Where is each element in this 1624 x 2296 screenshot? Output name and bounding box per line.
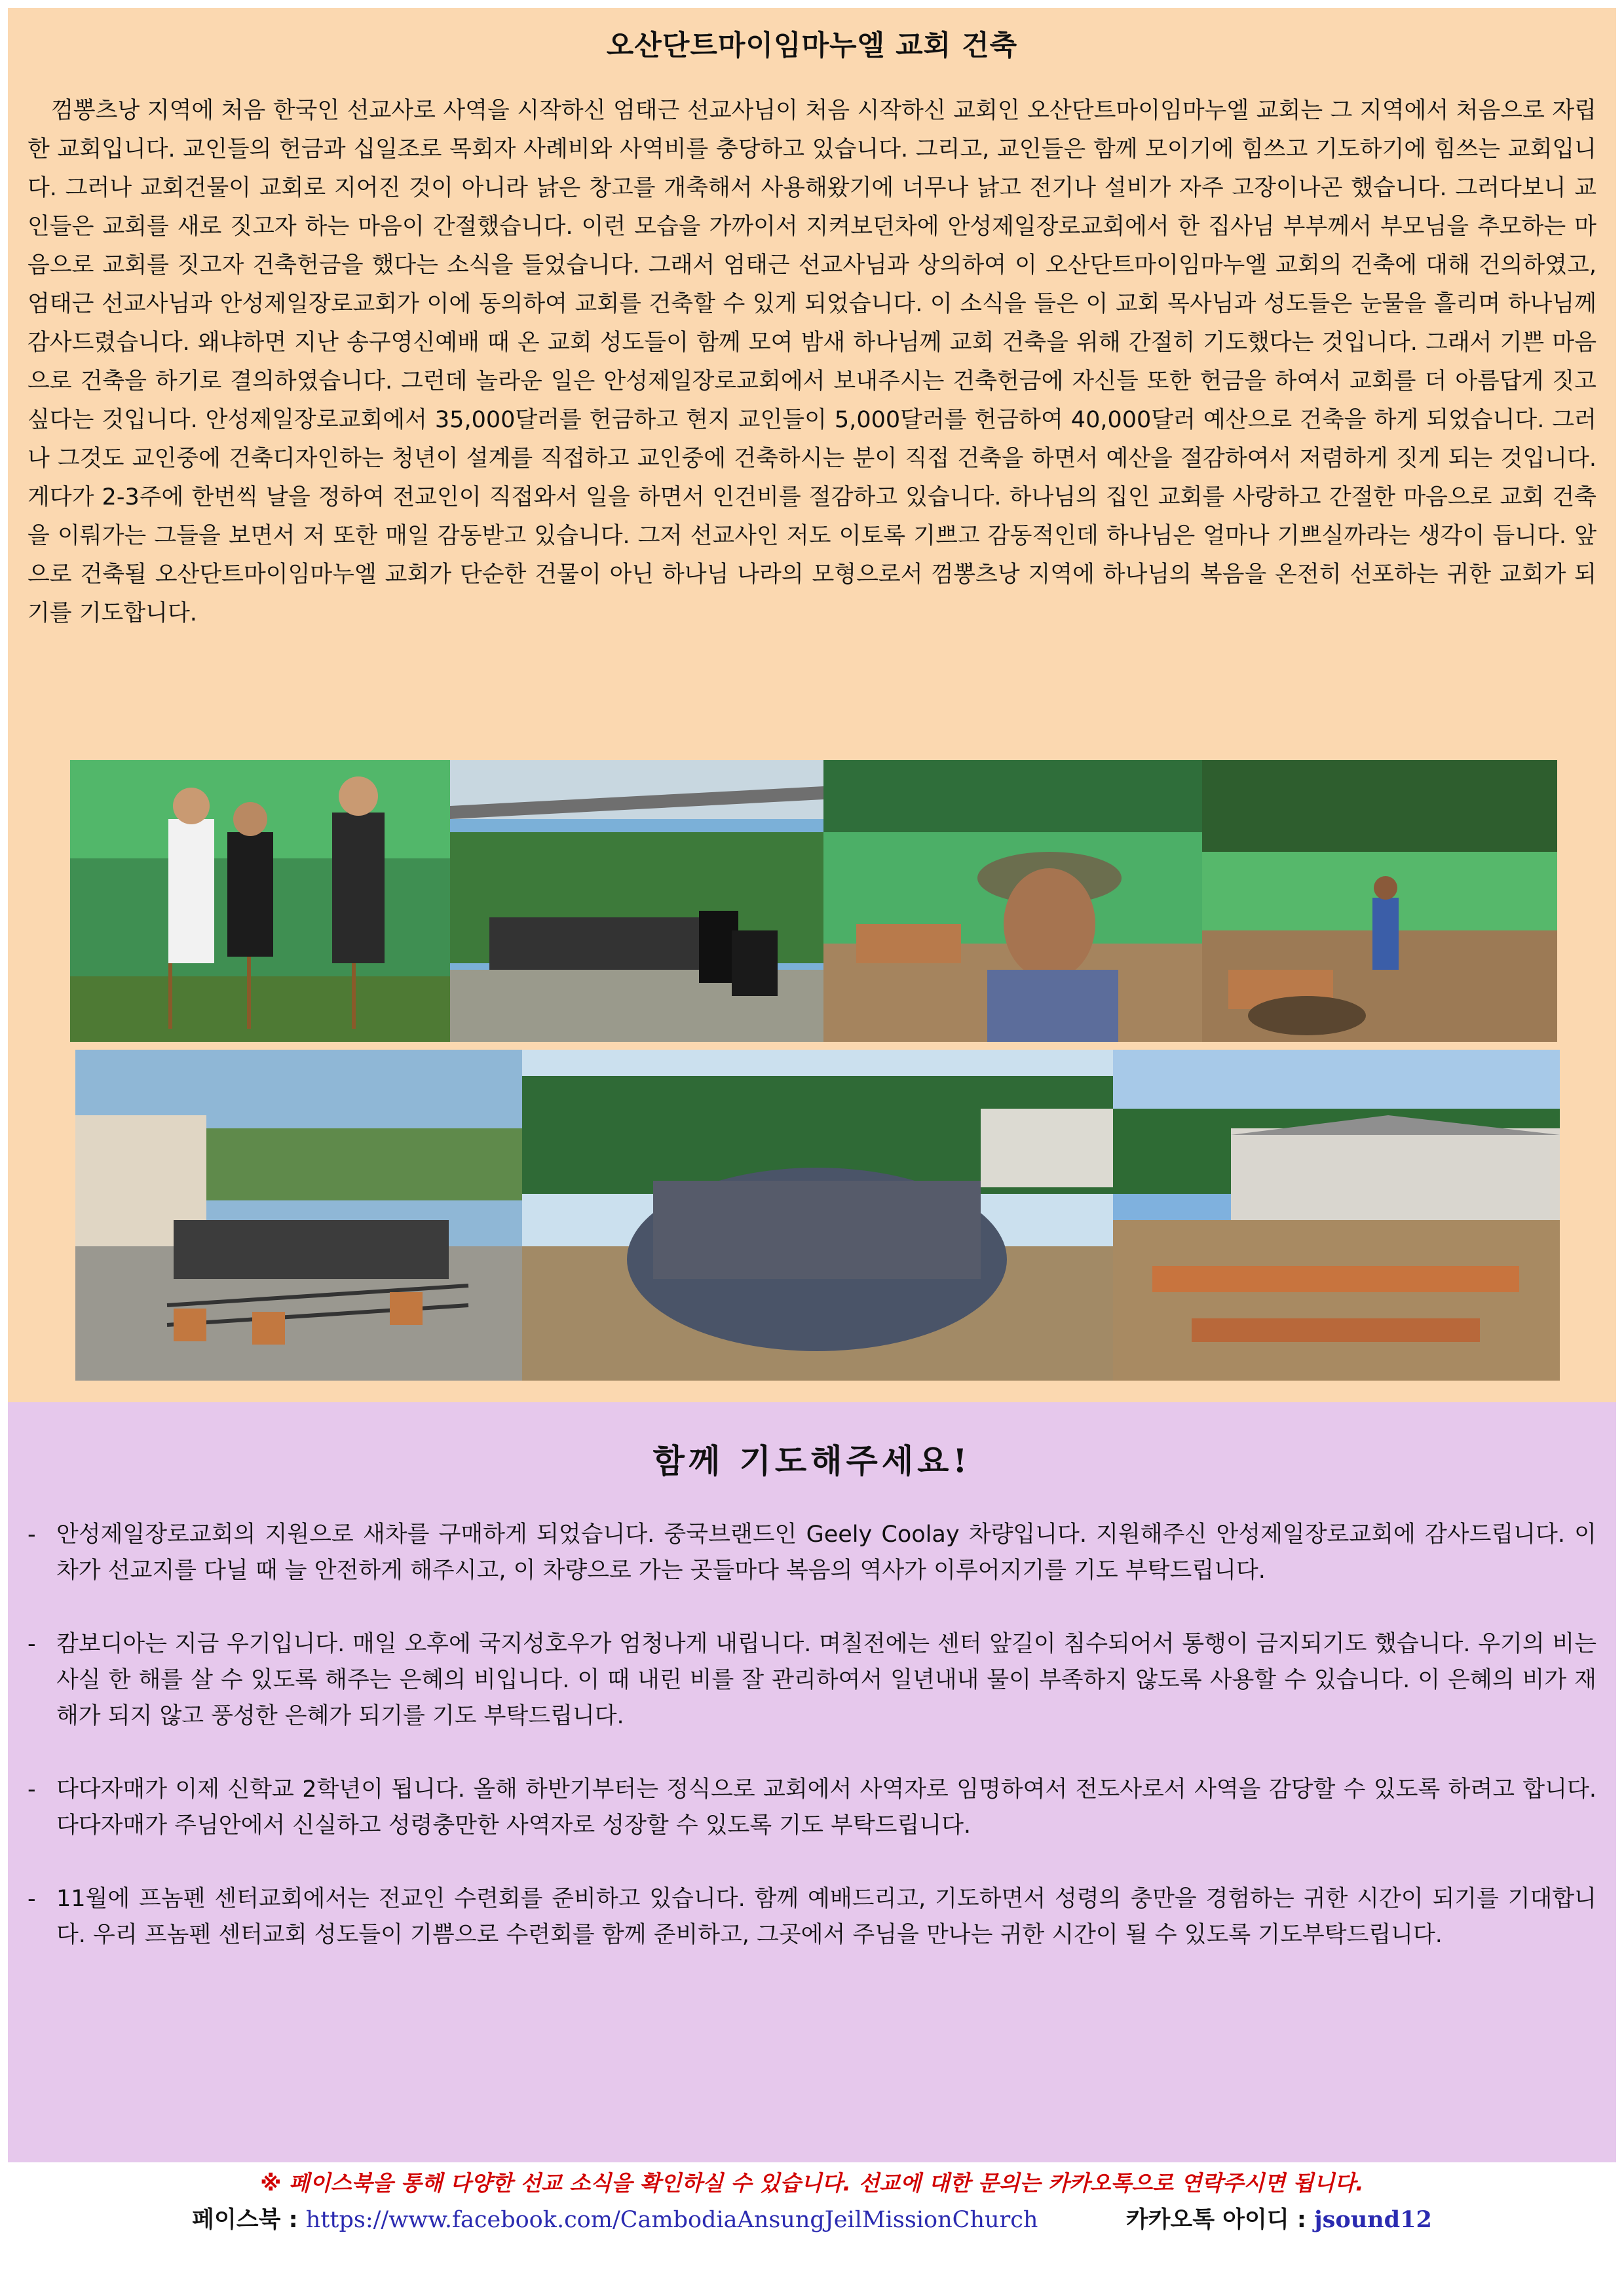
gathering-prayer-photo: [450, 760, 823, 1042]
kakao-label: 카카오톡 아이디 :: [1125, 2207, 1306, 2233]
groundbreaking-photo: [70, 760, 450, 1042]
prayer-item-text: 다다자매가 이제 신학교 2학년이 됩니다. 올해 하반기부터는 정식으로 교회에서 사역자로 임명하여서 전도사로서 사역을 감당할 수 있도록 하려고 합니다. 다다자매가 주님안에서 신실하고 성령충만한 사역자로 성장할 수 있도록 기도 부탁드립니다.: [56, 1776, 1596, 1839]
prayer-item-retreat: - 11월에 프놈펜 센터교회에서는 전교인 수련회를 준비하고 있습니다. 함께 예배드리고, 기도하면서 성령의 충만을 경험하는 귀한 시간이 되기를 기대합니다. 우리 프놈펜 센터교회 성도들이 기쁨으로 수련회를 함께 준비하고, 그곳에서 주님을 만나는 귀한 시간이 될 수 있도록 기도부탁드립니다.: [28, 1886, 1596, 1948]
footer-note: ※ 페이스북을 통해 다양한 선교 소식을 확인하실 수 있습니다. 선교에 대한 문의는 카카오톡으로 연락주시면 됩니다.: [260, 2170, 1364, 2196]
prayer-item-text: 안성제일장로교회의 지원으로 새차를 구매하게 되었습니다. 중국브랜드인 Geely Coolay 차량입니다. 지원해주신 안성제일장로교회에 감사드립니다. 이 차가 선교지를 다닐 때 늘 안전하게 해주시고, 이 차량으로 가는 곳들마다 복음의 역사가 이루어지기를 기도 부탁드립니다.: [56, 1521, 1596, 1584]
facebook-link[interactable]: https://www.facebook.com/CambodiaAnsungJeilMissionChurch: [305, 2207, 1038, 2233]
footer-contact: [0, 2202, 1624, 2234]
facebook-label: 페이스북 :: [192, 2207, 298, 2233]
prayer-list: [28, 1517, 1596, 1991]
article-section: [8, 8, 1616, 1402]
foundation-trench-photo: [1202, 760, 1557, 1042]
prayer-item-car: - 안성제일장로교회의 지원으로 새차를 구매하게 되었습니다. 중국브랜드인 Geely Coolay 차량입니다. 지원해주신 안성제일장로교회에 감사드립니다. 이 차가 선교지를 다닐 때 늘 안전하게 해주시고, 이 차량으로 가는 곳들마다 복음의 역사가 이루어지기를 기도 부탁드립니다.: [28, 1521, 1596, 1584]
page-title: 오산단트마이임마누엘 교회 건축: [606, 29, 1018, 62]
prayer-item-dada: - 다다자매가 이제 신학교 2학년이 됩니다. 올해 하반기부터는 정식으로 교회에서 사역자로 임명하여서 전도사로서 사역을 감당할 수 있도록 하려고 합니다. 다다자매가 주님안에서 신실하고 성령충만한 사역자로 성장할 수 있도록 기도 부탁드립니다.: [28, 1776, 1596, 1839]
prayer-title: 함께 기도해주세요!: [652, 1442, 972, 1480]
kakao-id: jsound12: [1314, 2206, 1432, 2233]
group-photo: [522, 1050, 1113, 1381]
prayer-item-text: 11월에 프놈펜 센터교회에서는 전교인 수련회를 준비하고 있습니다. 함께 예배드리고, 기도하면서 성령의 충만을 경험하는 귀한 시간이 되기를 기대합니다. 우리 프놈펜 센터교회 성도들이 기쁨으로 수련회를 함께 준비하고, 그곳에서 주님을 만나는 귀한 시간이 될 수 있도록 기도부탁드립니다.: [56, 1886, 1596, 1948]
rebar-work-photo: [75, 1050, 522, 1381]
selfie-site-photo: [823, 760, 1202, 1042]
prayer-section: [8, 1402, 1616, 2162]
prayer-item-text: 캄보디아는 지금 우기입니다. 매일 오후에 국지성호우가 엄청나게 내립니다. 며칠전에는 센터 앞길이 침수되어서 통행이 금지되기도 했습니다. 우기의 비는 사실 한 해를 살 수 있도록 해주는 은혜의 비입니다. 이 때 내린 비를 잘 관리하여서 일년내내 물이 부족하지 않도록 사용할 수 있습니다. 이 은혜의 비가 재해가 되지 않고 풍성한 은혜가 되기를 기도 부탁드립니다.: [56, 1631, 1596, 1729]
article-body: 껌뽕츠낭 지역에 처음 한국인 선교사로 사역을 시작하신 엄태근 선교사님이 처음 시작하신 교회인 오산단트마이임마누엘 교회는 그 지역에서 처음으로 자립한 교회입니다. 교인들의 헌금과 십일조로 목회자 사례비와 사역비를 충당하고 있습니다. 그리고, 교인들은 함께 모이기에 힘쓰고 기도하기에 힘쓰는 교회입니다. 그러나 교회건물이 교회로 지어진 것이 아니라 낡은 창고를 개축해서 사용해왔기에 너무나 낡고 전기나 설비가 자주 고장이나곤 했습니다. 그러다보니 교인들은 교회를 새로 짓고자 하는 마음이 간절했습니다. 이런 모습을 가까이서 지켜보던차에 안성제일장로교회에서 한 집사님 부부께서 부모님을 추모하는 마음으로 교회를 짓고자 건축헌금을 했다는 소식을 들었습니다. 그래서 엄태근 선교사님과 상의하여 이 오산단트마이임마누엘 교회의 건축에 대해 건의하였고, 엄태근 선교사님과 안성제일장로교회가 이에 동의하여 교회를 건축할 수 있게 되었습니다. 이 소식을 들은 이 교회 목사님과 성도들은 눈물을 흘리며 하나님께 감사드렸습니다. 왜냐하면 지난 송구영신예배 때 온 교회 성도들이 함께 모여 밤새 하나님께 교회 건축을 위해 간절히 기도했다는 것입니다. 그래서 기쁜 마음으로 건축을 하기로 결의하였습니다. 그런데 놀라운 일은 안성제일장로교회에서 보내주시는 건축헌금에 자신들 또한 헌금을 하여서 교회를 더 아름답게 짓고 싶다는 것입니다. 안성제일장로교회에서 35,000달러를 헌금하고 현지 교인들이 5,000달러를 헌금하여 40,000달러 예산으로 건축을 하게 되었습니다. 그러나 그것도 교인중에 건축디자인하는 청년이 설계를 직접하고 교인중에 건축하시는 분이 직접 건축을 하면서 예산을 절감하여서 저렴하게 짓게 되는 것입니다. 게다가 2-3주에 한번씩 날을 정하여 전교인이 직접와서 일을 하면서 인건비를 절감하고 있습니다. 하나님의 집인 교회를 사랑하고 간절한 마음으로 교회 건축을 이뤄가는 그들을 보면서 저 또한 매일 감동받고 있습니다. 그저 선교사인 저도 이토록 기쁘고 감동적인데 하나님은 얼마나 기쁘실까라는 생각이 듭니다. 앞으로 건축될 오산단트마이임마누엘 교회가 단순한 건물이 아닌 하나님 나라의 모형으로서 껌뽕츠낭 지역에 하나님의 복음을 온전히 선포하는 귀한 교회가 되기를 기도합니다.: [28, 98, 1596, 626]
building-site-photo: [1113, 1050, 1560, 1381]
prayer-item-rain: - 캄보디아는 지금 우기입니다. 매일 오후에 국지성호우가 엄청나게 내립니다. 며칠전에는 센터 앞길이 침수되어서 통행이 금지되기도 했습니다. 우기의 비는 사실 한 해를 살 수 있도록 해주는 은혜의 비입니다. 이 때 내린 비를 잘 관리하여서 일년내내 물이 부족하지 않도록 사용할 수 있습니다. 이 은혜의 비가 재해가 되지 않고 풍성한 은혜가 되기를 기도 부탁드립니다.: [28, 1631, 1596, 1729]
